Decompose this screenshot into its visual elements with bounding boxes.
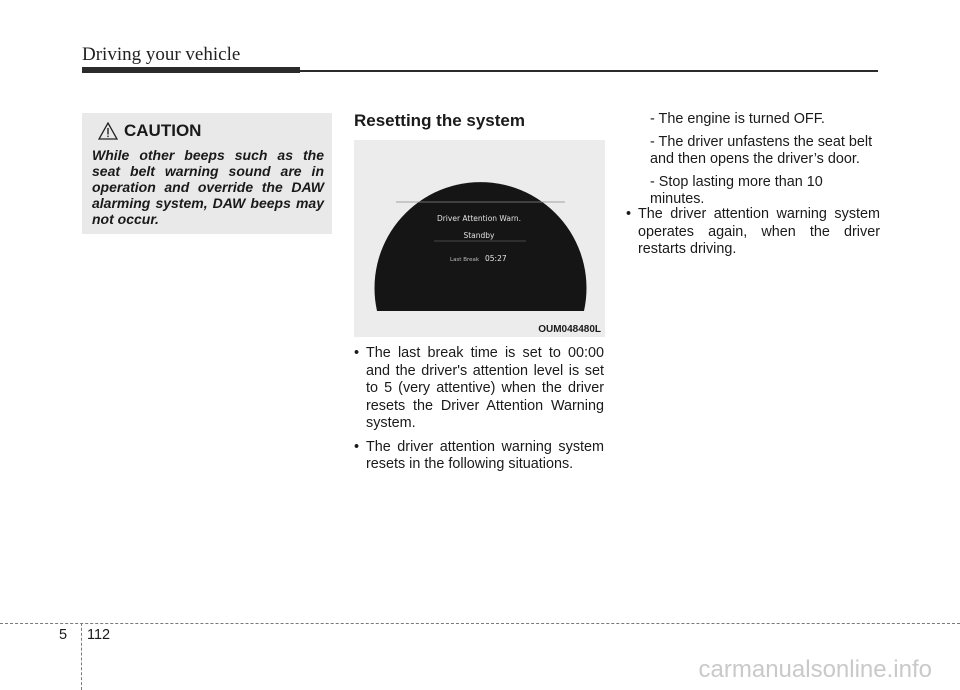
cluster-display-illustration xyxy=(354,140,605,337)
page-number: 112 xyxy=(87,627,111,643)
footer-divider xyxy=(81,623,82,690)
footer-rule xyxy=(0,623,960,624)
watermark: carmanualsonline.info xyxy=(698,656,932,683)
caution-text: While other beeps such as the seat belt warning sound are in operation and override the DAW alarming system, DAW beeps may not occur. xyxy=(92,147,324,227)
restart-bullet-list xyxy=(624,206,880,265)
list-item: - The driver unfastens the seat belt and then opens the driver’s door. xyxy=(650,133,873,167)
header-rule-thin xyxy=(300,70,878,72)
list-item: • The last break time is set to 00:00 and the driver's attention level is set to 5 (very attentive) when the driver resets the Driver Attention Warning system. xyxy=(354,345,604,431)
list-item: - Stop lasting more than 10 minutes. xyxy=(650,173,823,207)
caution-title: CAUTION xyxy=(124,121,202,140)
list-item: • The driver attention warning system operates again, when the driver restarts driving. xyxy=(626,206,880,257)
display-status: Standby xyxy=(463,231,495,240)
list-item: - The engine is turned OFF. xyxy=(650,111,825,127)
section-title: Driving your vehicle xyxy=(82,44,241,65)
figure-code: OUM048480L xyxy=(538,324,601,335)
caution-box xyxy=(82,113,332,234)
display-title: Driver Attention Warn. xyxy=(436,214,522,223)
reset-bullet-list xyxy=(352,345,604,480)
caution-header xyxy=(98,121,324,141)
warning-triangle-icon xyxy=(98,122,118,140)
cluster-display-figure xyxy=(354,140,605,337)
reset-situations-list xyxy=(638,111,878,214)
last-break-time: 05:27 xyxy=(485,254,507,263)
section-heading: Resetting the system xyxy=(354,111,525,130)
last-break-label: Last Break xyxy=(450,257,480,263)
header-rule-thick xyxy=(82,67,300,73)
list-item: • The driver attention warning system resets in the following situations. xyxy=(354,438,604,472)
chapter-number: 5 xyxy=(59,627,68,643)
